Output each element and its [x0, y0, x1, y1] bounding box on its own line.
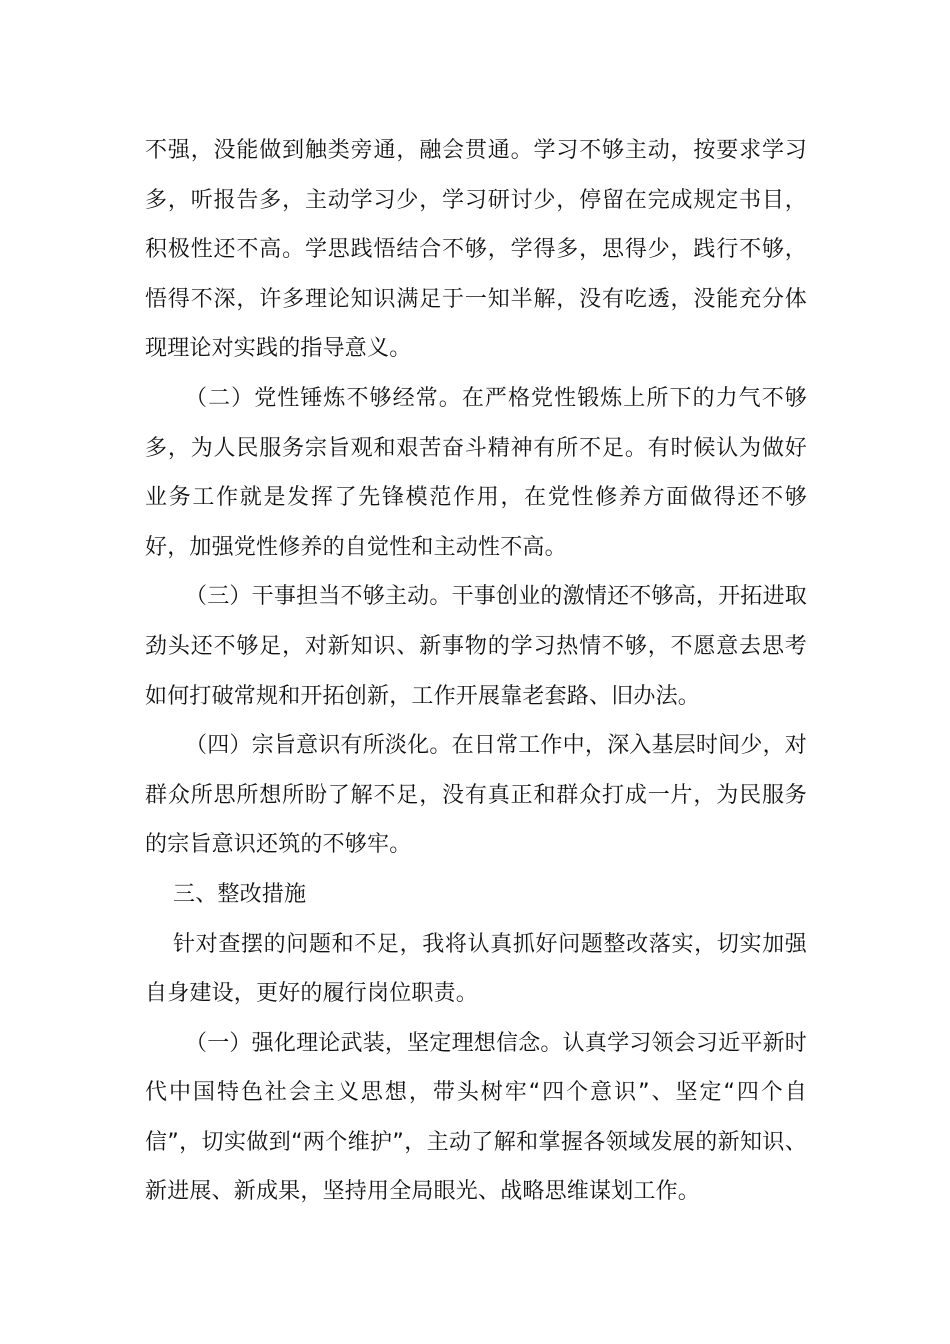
paragraph-continued-study: 不强，没能做到触类旁通，融会贯通。学习不够主动，按要求学习多，听报告多，主动学习少，学习研讨少，停留在完成规定书目，积极性还不高。学思践悟结合不够，学得多，思得少，践行不够，悟得不深，许多理论知识满足于一知半解，没有吃透，没能充分体现理论对实践的指导意义。 — [145, 138, 807, 362]
paragraph-theory-armament: （一）强化理论武装，坚定理想信念。认真学习领会习近平新时代中国特色社会主义思想，带头树牢“四个意识”、坚定“四个自信”，切实做到“两个维护”，主动了解和掌握各领域发展的新知识、新进展、新成果，坚持用全局眼光、战略思维谋划工作。 — [145, 1030, 807, 1205]
paragraph-purpose-awareness: （四）宗旨意识有所淡化。在日常工作中，深入基层时间少，对群众所思所想所盼了解不足，没有真正和群众打成一片，为民服务的宗旨意识还筑的不够牢。 — [145, 733, 807, 858]
section-heading-rectification: 三、整改措施 — [173, 881, 307, 907]
paragraph-rectification-intro: 针对查摆的问题和不足，我将认真抓好问题整改落实，切实加强自身建设，更好的履行岗位职责。 — [145, 931, 807, 1007]
document-body — [145, 126, 807, 1217]
paragraph-party-spirit: （二）党性锤炼不够经常。在严格党性锻炼上所下的力气不够多，为人民服务宗旨观和艰苦奋斗精神有所不足。有时候认为做好业务工作就是发挥了先锋模范作用，在党性修养方面做得还不够好，加强党性修养的自觉性和主动性不高。 — [145, 385, 807, 560]
paragraph-initiative: （三）干事担当不够主动。干事创业的激情还不够高，开拓进取劲头还不够足，对新知识、新事物的学习热情不够，不愿意去思考如何打破常规和开拓创新，工作开展靠老套路、旧办法。 — [145, 584, 807, 709]
